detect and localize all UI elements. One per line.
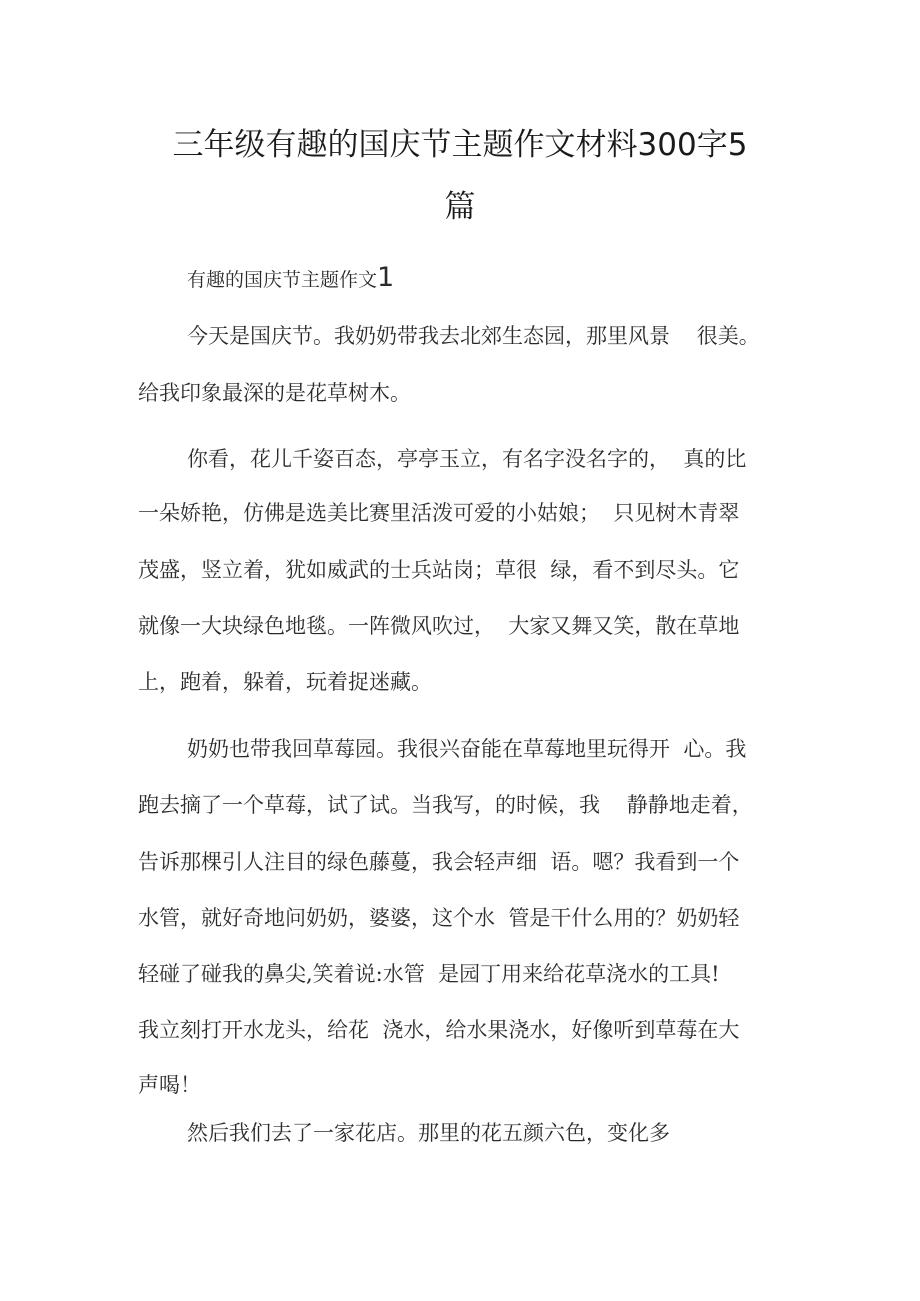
- section-heading: [187, 263, 394, 295]
- document-title-line-2: 篇: [444, 189, 476, 225]
- paragraph-3-line-2: 跑去摘了一个草莓，试了试。当我写，的时候，我 静静地走着，: [138, 793, 753, 817]
- paragraph-3-line-3: 告诉那棵引人注目的绿色藤蔓，我会轻声细 语。嗯？我看到一个: [138, 850, 740, 874]
- document-title-line-1: 三年级有趣的国庆节主题作文材料300字5: [172, 127, 748, 163]
- section-heading-number: 1: [377, 262, 395, 293]
- paragraph-3-line-4: 水管，就好奇地问奶奶，婆婆，这个水 管是干什么用的？奶奶轻: [138, 906, 740, 930]
- section-heading-text: 有趣的国庆节主题作文: [187, 269, 378, 291]
- paragraph-3-line-5: 轻碰了碰我的鼻尖,笑着说:水管 是园丁用来给花草浇水的工具!: [138, 962, 720, 986]
- paragraph-3-line-1: 奶奶也带我回草莓园。我很兴奋能在草莓地里玩得开 心。我: [187, 737, 747, 761]
- paragraph-2-line-5: 上，跑着，躲着，玩着捉迷藏。: [138, 670, 432, 694]
- paragraph-2-line-4: 就像一大块绿色地毯。一阵微风吹过， 大家又舞又笑，散在草地: [138, 614, 740, 638]
- paragraph-3-line-7: 声喝！: [138, 1073, 201, 1097]
- paragraph-2-line-2: 一朵娇艳，仿佛是选美比赛里活泼可爱的小姑娘； 只见树木青翠: [138, 501, 740, 525]
- paragraph-2-line-1: 你看，花儿千姿百态，亭亭玉立，有名字没名字的， 真的比: [187, 447, 747, 471]
- paragraph-4-line-1: 然后我们去了一家花店。那里的花五颜六色，变化多: [187, 1121, 670, 1145]
- paragraph-2-line-3: 茂盛，竖立着，犹如威武的士兵站岗；草很 绿，看不到尽头。它: [138, 558, 740, 582]
- paragraph-3-line-6: 我立刻打开水龙头，给花 浇水，给水果浇水，好像听到草莓在大: [138, 1018, 740, 1042]
- paragraph-1-line-2: 给我印象最深的是花草树木。: [138, 381, 411, 405]
- paragraph-1-line-1: 今天是国庆节。我奶奶带我去北郊生态园，那里风景 很美。: [187, 324, 760, 348]
